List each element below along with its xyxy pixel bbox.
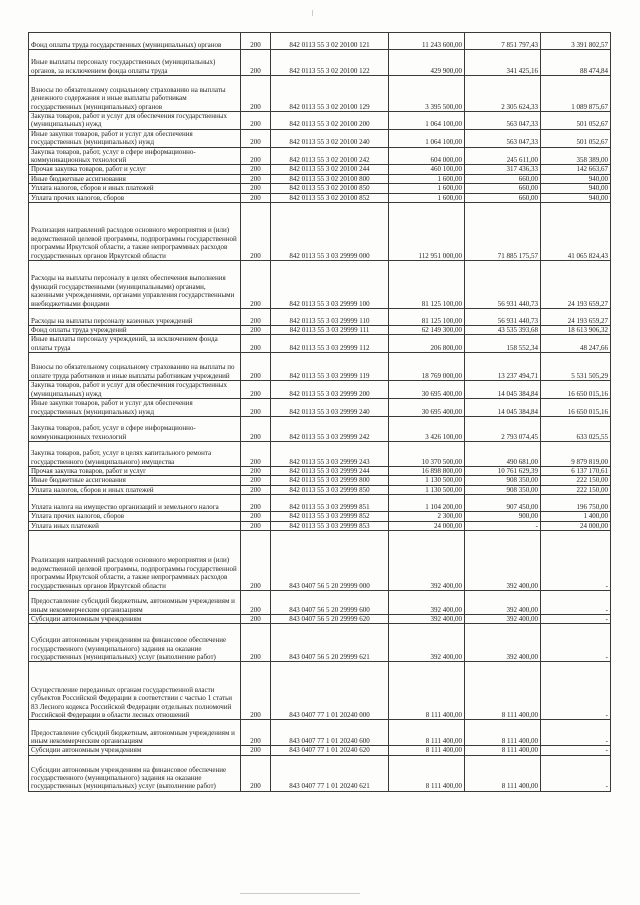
table-row	[29, 476, 611, 485]
row-executed-amount-cell: 8 111 400,00	[465, 755, 541, 791]
table-row	[29, 147, 611, 165]
row-code-cell: 200	[241, 746, 271, 755]
row-executed-amount-cell: 563 047,33	[465, 129, 541, 147]
row-name-cell: Закупка товаров, работ и услуг для обеспечения государственных (муниципальных) нужд	[29, 381, 241, 399]
row-name-cell: Иные закупки товаров, работ и услуг для обеспечения государственных (муниципальных) нужд	[29, 129, 241, 147]
row-code-cell: 200	[241, 466, 271, 475]
row-name-cell: Уплата иных платежей	[29, 521, 241, 530]
row-remaining-amount-cell: 88 474,84	[541, 50, 611, 76]
row-remaining-amount-cell: -	[541, 590, 611, 614]
row-classification-code-cell: 843 0407 77 1 01 20240 000	[271, 662, 389, 720]
row-remaining-amount-cell: 501 052,67	[541, 129, 611, 147]
row-approved-amount-cell: 460 100,00	[389, 165, 465, 174]
row-executed-amount-cell: 563 047,33	[465, 112, 541, 130]
row-executed-amount-cell: 900,00	[465, 512, 541, 521]
row-name-cell: Иные бюджетные ассигнования	[29, 476, 241, 485]
row-classification-code-cell: 842 0113 55 3 03 29999 110	[271, 309, 389, 326]
row-classification-code-cell: 842 0113 55 3 03 29999 852	[271, 512, 389, 521]
table-row	[29, 193, 611, 202]
row-remaining-amount-cell: 24 193 659,27	[541, 261, 611, 309]
row-remaining-amount-cell: 5 531 505,29	[541, 353, 611, 381]
row-name-cell: Взносы по обязательному социальному страхованию на выплаты по оплате труда работников и иные выплаты работникам учреждений	[29, 353, 241, 381]
row-name-cell: Закупка товаров, работ и услуг для обеспечения государственных (муниципальных) нужд	[29, 112, 241, 130]
row-name-cell: Реализация направлений расходов основного мероприятия и (или) ведомственной целевой программы, подпрограммы государственной программы Иркутской области, а также непрограммных расходов государственных органов Иркутской области	[29, 203, 241, 261]
row-name-cell: Закупка товаров, работ, услуг в сфере информационно-коммуникационных технологий	[29, 416, 241, 441]
scan-artifact	[240, 893, 360, 894]
row-name-cell: Закупка товаров, работ, услуг в целях капитального ремонта государственного (муниципального) имущества	[29, 441, 241, 466]
table-row	[29, 309, 611, 326]
row-name-cell: Закупка товаров, работ, услуг в сфере информационно-коммуникационных технологий	[29, 147, 241, 165]
row-remaining-amount-cell: 358 389,00	[541, 147, 611, 165]
row-approved-amount-cell: 81 125 100,00	[389, 261, 465, 309]
row-executed-amount-cell: 8 111 400,00	[465, 720, 541, 746]
row-approved-amount-cell: 392 400,00	[389, 590, 465, 614]
row-approved-amount-cell: 8 111 400,00	[389, 720, 465, 746]
row-executed-amount-cell: 392 400,00	[465, 590, 541, 614]
row-executed-amount-cell: 392 400,00	[465, 530, 541, 590]
row-classification-code-cell: 842 0113 55 3 02 20100 240	[271, 129, 389, 147]
row-code-cell: 200	[241, 381, 271, 399]
row-code-cell: 200	[241, 614, 271, 623]
row-remaining-amount-cell: 48 247,66	[541, 335, 611, 353]
row-executed-amount-cell: 907 450,00	[465, 495, 541, 512]
row-approved-amount-cell: 604 000,00	[389, 147, 465, 165]
row-approved-amount-cell: 8 111 400,00	[389, 662, 465, 720]
row-approved-amount-cell: 1 600,00	[389, 174, 465, 183]
row-executed-amount-cell: 56 931 440,73	[465, 309, 541, 326]
row-remaining-amount-cell: 18 613 906,32	[541, 326, 611, 335]
row-remaining-amount-cell: 9 879 819,00	[541, 441, 611, 466]
table-row	[29, 165, 611, 174]
row-code-cell: 200	[241, 193, 271, 202]
row-executed-amount-cell: 56 931 440,73	[465, 261, 541, 309]
row-classification-code-cell: 842 0113 55 3 03 29999 112	[271, 335, 389, 353]
row-code-cell: 200	[241, 521, 271, 530]
table-row	[29, 521, 611, 530]
row-remaining-amount-cell: 940,00	[541, 184, 611, 193]
row-executed-amount-cell: 14 045 384,84	[465, 381, 541, 399]
table-row	[29, 261, 611, 309]
row-classification-code-cell: 842 0113 55 3 02 20100 200	[271, 112, 389, 130]
row-executed-amount-cell: 908 350,00	[465, 476, 541, 485]
row-name-cell: Иные выплаты персоналу учреждений, за исключением фонда оплаты труда	[29, 335, 241, 353]
row-name-cell: Иные закупки товаров, работ и услуг для обеспечения государственных (муниципальных) нужд	[29, 399, 241, 417]
table-row	[29, 624, 611, 662]
table-row	[29, 614, 611, 623]
row-code-cell: 200	[241, 441, 271, 466]
row-code-cell: 200	[241, 495, 271, 512]
row-code-cell: 200	[241, 624, 271, 662]
row-approved-amount-cell: 1 130 500,00	[389, 485, 465, 494]
row-executed-amount-cell: 392 400,00	[465, 624, 541, 662]
row-approved-amount-cell: 8 111 400,00	[389, 746, 465, 755]
row-code-cell: 200	[241, 33, 271, 50]
row-classification-code-cell: 842 0113 55 3 02 20100 244	[271, 165, 389, 174]
row-approved-amount-cell: 392 400,00	[389, 530, 465, 590]
row-name-cell: Расходы на выплаты персоналу казенных учреждений	[29, 309, 241, 326]
row-code-cell: 200	[241, 184, 271, 193]
row-approved-amount-cell: 18 769 000,00	[389, 353, 465, 381]
row-remaining-amount-cell: 41 065 824,43	[541, 203, 611, 261]
row-classification-code-cell: 842 0113 55 3 02 20100 800	[271, 174, 389, 183]
row-classification-code-cell: 842 0113 55 3 03 29999 242	[271, 416, 389, 441]
row-code-cell: 200	[241, 720, 271, 746]
row-code-cell: 200	[241, 485, 271, 494]
row-classification-code-cell: 843 0407 56 5 20 29999 621	[271, 624, 389, 662]
row-code-cell: 200	[241, 335, 271, 353]
row-executed-amount-cell: -	[465, 521, 541, 530]
row-approved-amount-cell: 10 370 500,00	[389, 441, 465, 466]
row-executed-amount-cell: 245 611,00	[465, 147, 541, 165]
row-approved-amount-cell: 1 104 200,00	[389, 495, 465, 512]
row-remaining-amount-cell: 24 000,00	[541, 521, 611, 530]
table-row	[29, 416, 611, 441]
row-remaining-amount-cell: 16 650 015,16	[541, 399, 611, 417]
row-remaining-amount-cell: -	[541, 662, 611, 720]
row-classification-code-cell: 842 0113 55 3 03 29999 240	[271, 399, 389, 417]
row-remaining-amount-cell: -	[541, 755, 611, 791]
row-remaining-amount-cell: 3 391 802,57	[541, 33, 611, 50]
row-classification-code-cell: 843 0407 77 1 01 20240 620	[271, 746, 389, 755]
row-executed-amount-cell: 14 045 384,84	[465, 399, 541, 417]
row-executed-amount-cell: 660,00	[465, 184, 541, 193]
row-name-cell: Уплата налогов, сборов и иных платежей	[29, 184, 241, 193]
row-code-cell: 200	[241, 50, 271, 76]
row-approved-amount-cell: 429 900,00	[389, 50, 465, 76]
row-approved-amount-cell: 1 130 500,00	[389, 476, 465, 485]
row-classification-code-cell: 842 0113 55 3 03 29999 119	[271, 353, 389, 381]
row-executed-amount-cell: 43 535 393,68	[465, 326, 541, 335]
row-name-cell: Уплата прочих налогов, сборов	[29, 193, 241, 202]
budget-execution-table	[28, 32, 611, 792]
row-name-cell: Субсидии автономным учреждениям на финансовое обеспечение государственного (муниципального) задания на оказание государственных (муниципальных) услуг (выполнение работ)	[29, 755, 241, 791]
row-executed-amount-cell: 71 885 175,57	[465, 203, 541, 261]
row-remaining-amount-cell: -	[541, 746, 611, 755]
row-name-cell: Иные бюджетные ассигнования	[29, 174, 241, 183]
row-executed-amount-cell: 341 425,16	[465, 50, 541, 76]
table-row	[29, 720, 611, 746]
table-row	[29, 746, 611, 755]
budget-table-body	[29, 33, 611, 792]
row-classification-code-cell: 843 0407 56 5 20 29999 000	[271, 530, 389, 590]
table-row	[29, 129, 611, 147]
row-classification-code-cell: 842 0113 55 3 02 20100 242	[271, 147, 389, 165]
row-code-cell: 200	[241, 353, 271, 381]
row-name-cell: Субсидии автономным учреждениям на финансовое обеспечение государственного (муниципального) задания на оказание государственных (муниципальных) услуг (выполнение работ)	[29, 624, 241, 662]
row-approved-amount-cell: 2 300,00	[389, 512, 465, 521]
row-approved-amount-cell: 392 400,00	[389, 614, 465, 623]
row-approved-amount-cell: 392 400,00	[389, 624, 465, 662]
row-code-cell: 200	[241, 530, 271, 590]
table-row	[29, 590, 611, 614]
row-classification-code-cell: 842 0113 55 3 03 29999 243	[271, 441, 389, 466]
row-name-cell: Предоставление субсидий бюджетным, автономным учреждениям и иным некоммерческим организациям	[29, 720, 241, 746]
table-row	[29, 326, 611, 335]
row-remaining-amount-cell: 940,00	[541, 193, 611, 202]
row-code-cell: 200	[241, 416, 271, 441]
row-approved-amount-cell: 30 695 400,00	[389, 381, 465, 399]
row-executed-amount-cell: 908 350,00	[465, 485, 541, 494]
row-remaining-amount-cell: 1 400,00	[541, 512, 611, 521]
row-code-cell: 200	[241, 112, 271, 130]
row-code-cell: 200	[241, 755, 271, 791]
table-row	[29, 530, 611, 590]
row-name-cell: Взносы по обязательному социальному страхованию на выплаты денежного содержания и иные выплаты работникам государственных (муниципальных) органов	[29, 76, 241, 112]
row-code-cell: 200	[241, 203, 271, 261]
row-approved-amount-cell: 3 395 500,00	[389, 76, 465, 112]
row-executed-amount-cell: 660,00	[465, 193, 541, 202]
row-approved-amount-cell: 1 600,00	[389, 193, 465, 202]
row-approved-amount-cell: 1 064 100,00	[389, 112, 465, 130]
row-classification-code-cell: 842 0113 55 3 03 29999 200	[271, 381, 389, 399]
row-executed-amount-cell: 2 793 074,45	[465, 416, 541, 441]
row-code-cell: 200	[241, 174, 271, 183]
table-row	[29, 381, 611, 399]
row-classification-code-cell: 842 0113 55 3 03 29999 851	[271, 495, 389, 512]
row-code-cell: 200	[241, 326, 271, 335]
table-row	[29, 76, 611, 112]
row-remaining-amount-cell: 940,00	[541, 174, 611, 183]
row-classification-code-cell: 843 0407 56 5 20 29999 600	[271, 590, 389, 614]
row-remaining-amount-cell: -	[541, 720, 611, 746]
row-code-cell: 200	[241, 261, 271, 309]
row-executed-amount-cell: 660,00	[465, 174, 541, 183]
row-name-cell: Уплата налогов, сборов и иных платежей	[29, 485, 241, 494]
row-classification-code-cell: 842 0113 55 3 02 20100 852	[271, 193, 389, 202]
table-row	[29, 495, 611, 512]
row-remaining-amount-cell: 6 137 170,61	[541, 466, 611, 475]
row-name-cell: Субсидии автономным учреждениям	[29, 746, 241, 755]
row-executed-amount-cell: 8 111 400,00	[465, 746, 541, 755]
row-name-cell: Предоставление субсидий бюджетным, автономным учреждениям и иным некоммерческим организациям	[29, 590, 241, 614]
row-executed-amount-cell: 2 305 624,33	[465, 76, 541, 112]
row-approved-amount-cell: 11 243 600,00	[389, 33, 465, 50]
row-executed-amount-cell: 392 400,00	[465, 614, 541, 623]
row-code-cell: 200	[241, 662, 271, 720]
row-remaining-amount-cell: 633 025,55	[541, 416, 611, 441]
row-code-cell: 200	[241, 129, 271, 147]
row-executed-amount-cell: 8 111 400,00	[465, 662, 541, 720]
table-row	[29, 466, 611, 475]
row-remaining-amount-cell: 501 052,67	[541, 112, 611, 130]
row-classification-code-cell: 842 0113 55 3 03 29999 853	[271, 521, 389, 530]
row-remaining-amount-cell: 222 150,00	[541, 476, 611, 485]
row-executed-amount-cell: 158 552,34	[465, 335, 541, 353]
row-remaining-amount-cell: 1 089 875,67	[541, 76, 611, 112]
row-code-cell: 200	[241, 399, 271, 417]
table-row	[29, 485, 611, 494]
row-remaining-amount-cell: 142 663,67	[541, 165, 611, 174]
row-classification-code-cell: 843 0407 77 1 01 20240 600	[271, 720, 389, 746]
row-classification-code-cell: 842 0113 55 3 03 29999 244	[271, 466, 389, 475]
row-remaining-amount-cell: -	[541, 624, 611, 662]
row-classification-code-cell: 843 0407 77 1 01 20240 621	[271, 755, 389, 791]
row-approved-amount-cell: 3 426 100,00	[389, 416, 465, 441]
table-row	[29, 50, 611, 76]
row-remaining-amount-cell: 196 750,00	[541, 495, 611, 512]
row-classification-code-cell: 842 0113 55 3 03 29999 800	[271, 476, 389, 485]
row-executed-amount-cell: 7 851 797,43	[465, 33, 541, 50]
table-row	[29, 203, 611, 261]
row-executed-amount-cell: 10 761 629,39	[465, 466, 541, 475]
row-name-cell: Иные выплаты персоналу государственных (муниципальных) органов, за исключением фонда оплаты труда	[29, 50, 241, 76]
row-remaining-amount-cell: 222 150,00	[541, 485, 611, 494]
row-name-cell: Уплата прочих налогов, сборов	[29, 512, 241, 521]
row-classification-code-cell: 842 0113 55 3 02 20100 129	[271, 76, 389, 112]
row-classification-code-cell: 842 0113 55 3 03 29999 000	[271, 203, 389, 261]
row-classification-code-cell: 842 0113 55 3 02 20100 850	[271, 184, 389, 193]
row-executed-amount-cell: 13 237 494,71	[465, 353, 541, 381]
row-approved-amount-cell: 30 695 400,00	[389, 399, 465, 417]
row-approved-amount-cell: 8 111 400,00	[389, 755, 465, 791]
row-code-cell: 200	[241, 590, 271, 614]
row-code-cell: 200	[241, 512, 271, 521]
row-classification-code-cell: 842 0113 55 3 03 29999 100	[271, 261, 389, 309]
row-remaining-amount-cell: -	[541, 530, 611, 590]
row-approved-amount-cell: 16 898 800,00	[389, 466, 465, 475]
row-name-cell: Прочая закупка товаров, работ и услуг	[29, 165, 241, 174]
row-approved-amount-cell: 112 951 000,00	[389, 203, 465, 261]
row-approved-amount-cell: 24 000,00	[389, 521, 465, 530]
row-name-cell: Расходы на выплаты персоналу в целях обеспечения выполнения функций государственными (муниципальными) органами, казенными учреждениями, органами управления государственными внебюджетными фондами	[29, 261, 241, 309]
row-classification-code-cell: 842 0113 55 3 03 29999 111	[271, 326, 389, 335]
row-name-cell: Фонд оплаты труда учреждений	[29, 326, 241, 335]
row-code-cell: 200	[241, 309, 271, 326]
row-classification-code-cell: 842 0113 55 3 02 20100 122	[271, 50, 389, 76]
row-approved-amount-cell: 62 149 300,00	[389, 326, 465, 335]
row-name-cell: Субсидии автономным учреждениям	[29, 614, 241, 623]
row-name-cell: Осуществление переданных органам государственной власти субъектов Российской Федерации в соответствии с частью 1 статьи 83 Лесного кодекса Российской Федерации отдельных полномочий Российской Федерации в области лесных отношений	[29, 662, 241, 720]
table-row	[29, 335, 611, 353]
row-remaining-amount-cell: -	[541, 614, 611, 623]
scan-artifact	[312, 10, 313, 16]
row-classification-code-cell: 843 0407 56 5 20 29999 620	[271, 614, 389, 623]
table-row	[29, 174, 611, 183]
table-row	[29, 184, 611, 193]
row-code-cell: 200	[241, 147, 271, 165]
row-remaining-amount-cell: 16 650 015,16	[541, 381, 611, 399]
row-name-cell: Реализация направлений расходов основного мероприятия и (или) ведомственной целевой программы, подпрограммы государственной программы Иркутской области, а также непрограммных расходов государственных органов Иркутской области	[29, 530, 241, 590]
row-approved-amount-cell: 81 125 100,00	[389, 309, 465, 326]
table-row	[29, 441, 611, 466]
row-executed-amount-cell: 490 681,00	[465, 441, 541, 466]
row-name-cell: Фонд оплаты труда государственных (муниципальных) органов	[29, 33, 241, 50]
row-code-cell: 200	[241, 76, 271, 112]
row-approved-amount-cell: 206 800,00	[389, 335, 465, 353]
table-row	[29, 755, 611, 791]
table-row	[29, 512, 611, 521]
table-row	[29, 662, 611, 720]
row-code-cell: 200	[241, 165, 271, 174]
row-approved-amount-cell: 1 600,00	[389, 184, 465, 193]
table-row	[29, 353, 611, 381]
row-classification-code-cell: 842 0113 55 3 02 20100 121	[271, 33, 389, 50]
table-row	[29, 112, 611, 130]
row-name-cell: Уплата налога на имущество организаций и земельного налога	[29, 495, 241, 512]
row-name-cell: Прочая закупка товаров, работ и услуг	[29, 466, 241, 475]
table-row	[29, 33, 611, 50]
row-classification-code-cell: 842 0113 55 3 03 29999 850	[271, 485, 389, 494]
table-row	[29, 399, 611, 417]
row-approved-amount-cell: 1 064 100,00	[389, 129, 465, 147]
row-remaining-amount-cell: 24 193 659,27	[541, 309, 611, 326]
row-code-cell: 200	[241, 476, 271, 485]
row-executed-amount-cell: 317 436,33	[465, 165, 541, 174]
